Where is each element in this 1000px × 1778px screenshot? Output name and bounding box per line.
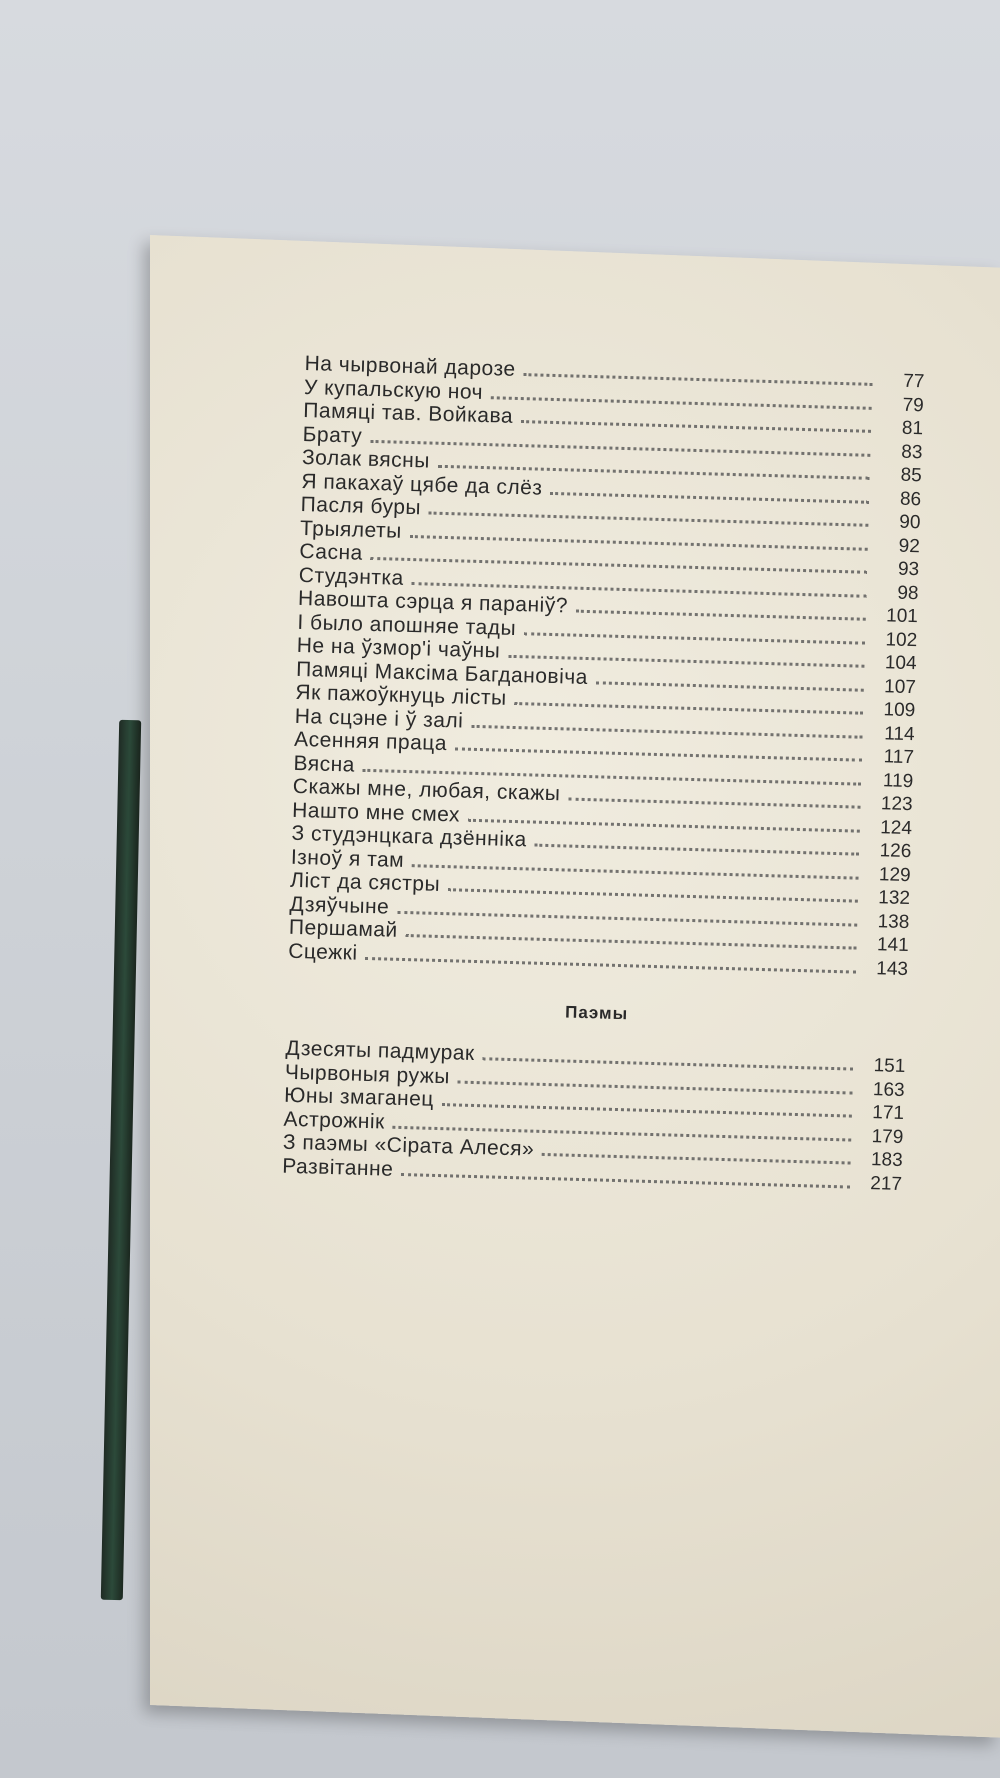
toc-title: На сцэне і ў залі	[294, 704, 464, 733]
page-number: 151	[873, 1055, 906, 1078]
page-number: 217	[870, 1172, 903, 1195]
page-number: 98	[897, 582, 919, 604]
page-number: 183	[870, 1149, 903, 1171]
page-number: 138	[877, 910, 910, 933]
toc-title: Развітанне	[281, 1154, 394, 1181]
page-number: 143	[876, 957, 909, 980]
toc-title: Ізноў я там	[290, 845, 405, 872]
toc-title: Не на ўзмор'і чаўны	[296, 633, 501, 663]
toc-title: Першамай	[288, 915, 399, 942]
page-number: 86	[899, 488, 922, 510]
toc-title: Сцежкі	[287, 939, 358, 965]
toc-title: Астрожнік	[283, 1107, 386, 1134]
toc-entries	[288, 352, 925, 980]
toc-title: Навошта сэрца я параніў?	[297, 586, 569, 618]
toc-title: Асенняя праца	[293, 727, 448, 756]
toc-title: Памяці тав. Войкава	[303, 398, 514, 428]
toc-title: Дзяўчыне	[289, 892, 390, 919]
toc-title: Дзесяты падмурак	[285, 1036, 476, 1066]
toc-title: Скажы мне, любая, скажы	[292, 774, 561, 806]
dot-leader	[596, 671, 864, 691]
table-of-contents	[282, 352, 925, 1195]
page-number: 117	[883, 746, 915, 769]
page-number: 104	[884, 652, 917, 675]
page-number: 126	[879, 840, 912, 863]
toc-title: Золак вясны	[301, 445, 431, 473]
page-number: 101	[885, 605, 919, 628]
page-number: 141	[876, 934, 909, 957]
toc-title: З студэнцкага дзённіка	[291, 821, 528, 852]
page-number: 114	[883, 722, 915, 745]
toc-title: Чырвоныя ружы	[284, 1060, 451, 1088]
page-number: 79	[902, 394, 925, 416]
dot-leader	[568, 788, 861, 809]
page-number: 83	[901, 441, 923, 463]
page-number: 85	[900, 464, 923, 487]
toc-title: Студэнтка	[298, 563, 405, 590]
toc-title: Як пажоўкнуць лісты	[295, 680, 507, 710]
page-number: 81	[901, 417, 924, 440]
toc-title: І было апошняе тады	[297, 610, 517, 640]
section-heading: Паэмы	[564, 1002, 629, 1024]
toc-poems	[282, 1037, 906, 1195]
toc-title: Юны змаганец	[283, 1083, 435, 1111]
page-number: 102	[885, 628, 918, 651]
toc-title: У купальскую ноч	[303, 375, 484, 404]
dot-leader	[535, 834, 860, 856]
dot-leader	[550, 481, 869, 503]
toc-title: Я пакахаў цябе да слёз	[301, 469, 543, 500]
page-number: 171	[871, 1102, 905, 1125]
page-number: 132	[877, 887, 911, 910]
toc-title: Вясна	[293, 751, 356, 777]
page-number: 77	[902, 370, 925, 393]
page-number: 107	[883, 675, 917, 698]
page-number: 119	[882, 769, 914, 792]
dot-leader	[542, 1143, 851, 1165]
dot-leader	[576, 600, 866, 621]
page-number: 179	[871, 1125, 904, 1148]
page-number: 124	[879, 816, 913, 839]
toc-title: Памяці Максіма Багдановіча	[295, 657, 589, 689]
toc-title: Нашто мне смех	[291, 798, 461, 827]
toc-title: З паэмы «Сірата Алеся»	[282, 1130, 535, 1161]
page-number: 163	[872, 1078, 905, 1101]
toc-title: Ліст да сястры	[289, 868, 441, 896]
page-number: 129	[878, 863, 911, 886]
book-spine	[101, 720, 141, 1600]
page-number: 90	[899, 511, 921, 534]
toc-title: Сасна	[299, 539, 364, 565]
toc-title: На чырвонай дарозе	[304, 352, 516, 381]
page-number: 109	[883, 699, 916, 722]
page-number: 92	[898, 535, 921, 557]
toc-title: Брату	[302, 422, 363, 448]
page-number: 93	[897, 558, 920, 581]
toc-title: Пасля буры	[300, 492, 422, 520]
page-number: 123	[880, 793, 913, 816]
toc-title: Трыялеты	[299, 516, 403, 543]
